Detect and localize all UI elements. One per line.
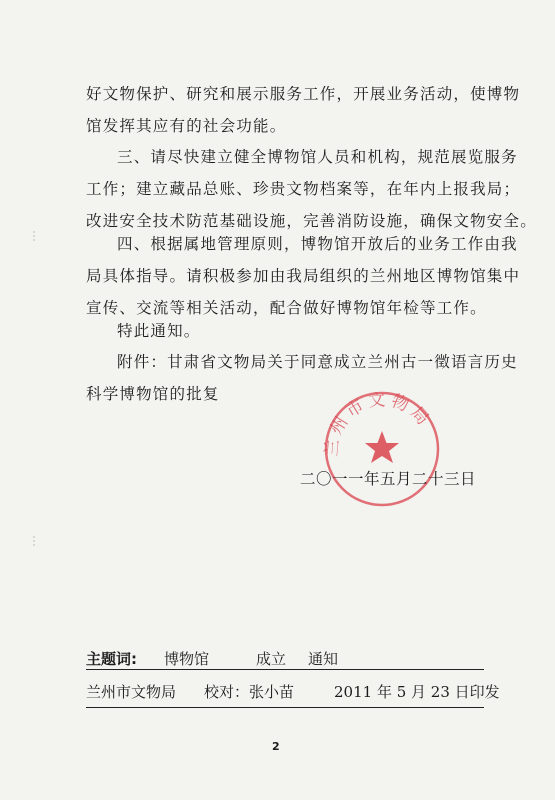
issuer: 兰州市文物局 <box>86 683 177 701</box>
text-line: 工作；建立藏品总账、珍贵文物档案等，在年内上报我局； <box>86 180 521 198</box>
paragraph-continuation <box>86 78 521 142</box>
text-line: 附件：甘肃省文物局关于同意成立兰州古一徵语言历史 <box>117 353 518 371</box>
divider <box>86 669 484 670</box>
paragraph-notice <box>86 315 496 347</box>
text-line: 特此通知。 <box>117 322 201 340</box>
proofreader: 校对：张小苗 <box>204 683 295 701</box>
text-line: 局具体指导。请积极参加由我局组织的兰州地区博物馆集中 <box>86 267 521 285</box>
star-icon <box>365 431 399 463</box>
issue-date: 2011 年 5 月 23 日印发 <box>334 683 500 701</box>
scan-mark <box>30 230 38 244</box>
paragraph-item-three <box>86 141 537 237</box>
text-line: 四、根据属地管理原则，博物馆开放后的业务工作由我 <box>117 235 518 253</box>
official-seal <box>316 385 446 515</box>
keyword: 通知 <box>308 650 339 668</box>
text-line: 改进安全技术防范基础设施，完善消防设施，确保文物安全。 <box>86 212 537 230</box>
page-number: 2 <box>272 740 280 753</box>
keyword: 成立 <box>256 650 287 668</box>
paragraph-item-four <box>86 228 521 324</box>
scan-mark <box>30 535 38 549</box>
subject-label: 主题词: <box>86 650 137 668</box>
keyword: 博物馆 <box>164 650 210 668</box>
text-line: 科学博物馆的批复 <box>86 385 220 403</box>
text-line: 好文物保护、研究和展示服务工作，开展业务活动，使博物 <box>86 85 521 103</box>
divider <box>86 707 484 708</box>
svg-text:兰州市文物局: 兰州市文物局 <box>321 389 436 458</box>
document-date: 二〇一一年五月二十三日 <box>300 470 477 488</box>
text-line: 馆发挥其应有的社会功能。 <box>86 117 287 135</box>
text-line: 宣传、交流等相关活动，配合做好博物馆年检等工作。 <box>86 299 487 317</box>
text-line: 三、请尽快建立健全博物馆人员和机构，规范展览服务 <box>117 148 518 166</box>
